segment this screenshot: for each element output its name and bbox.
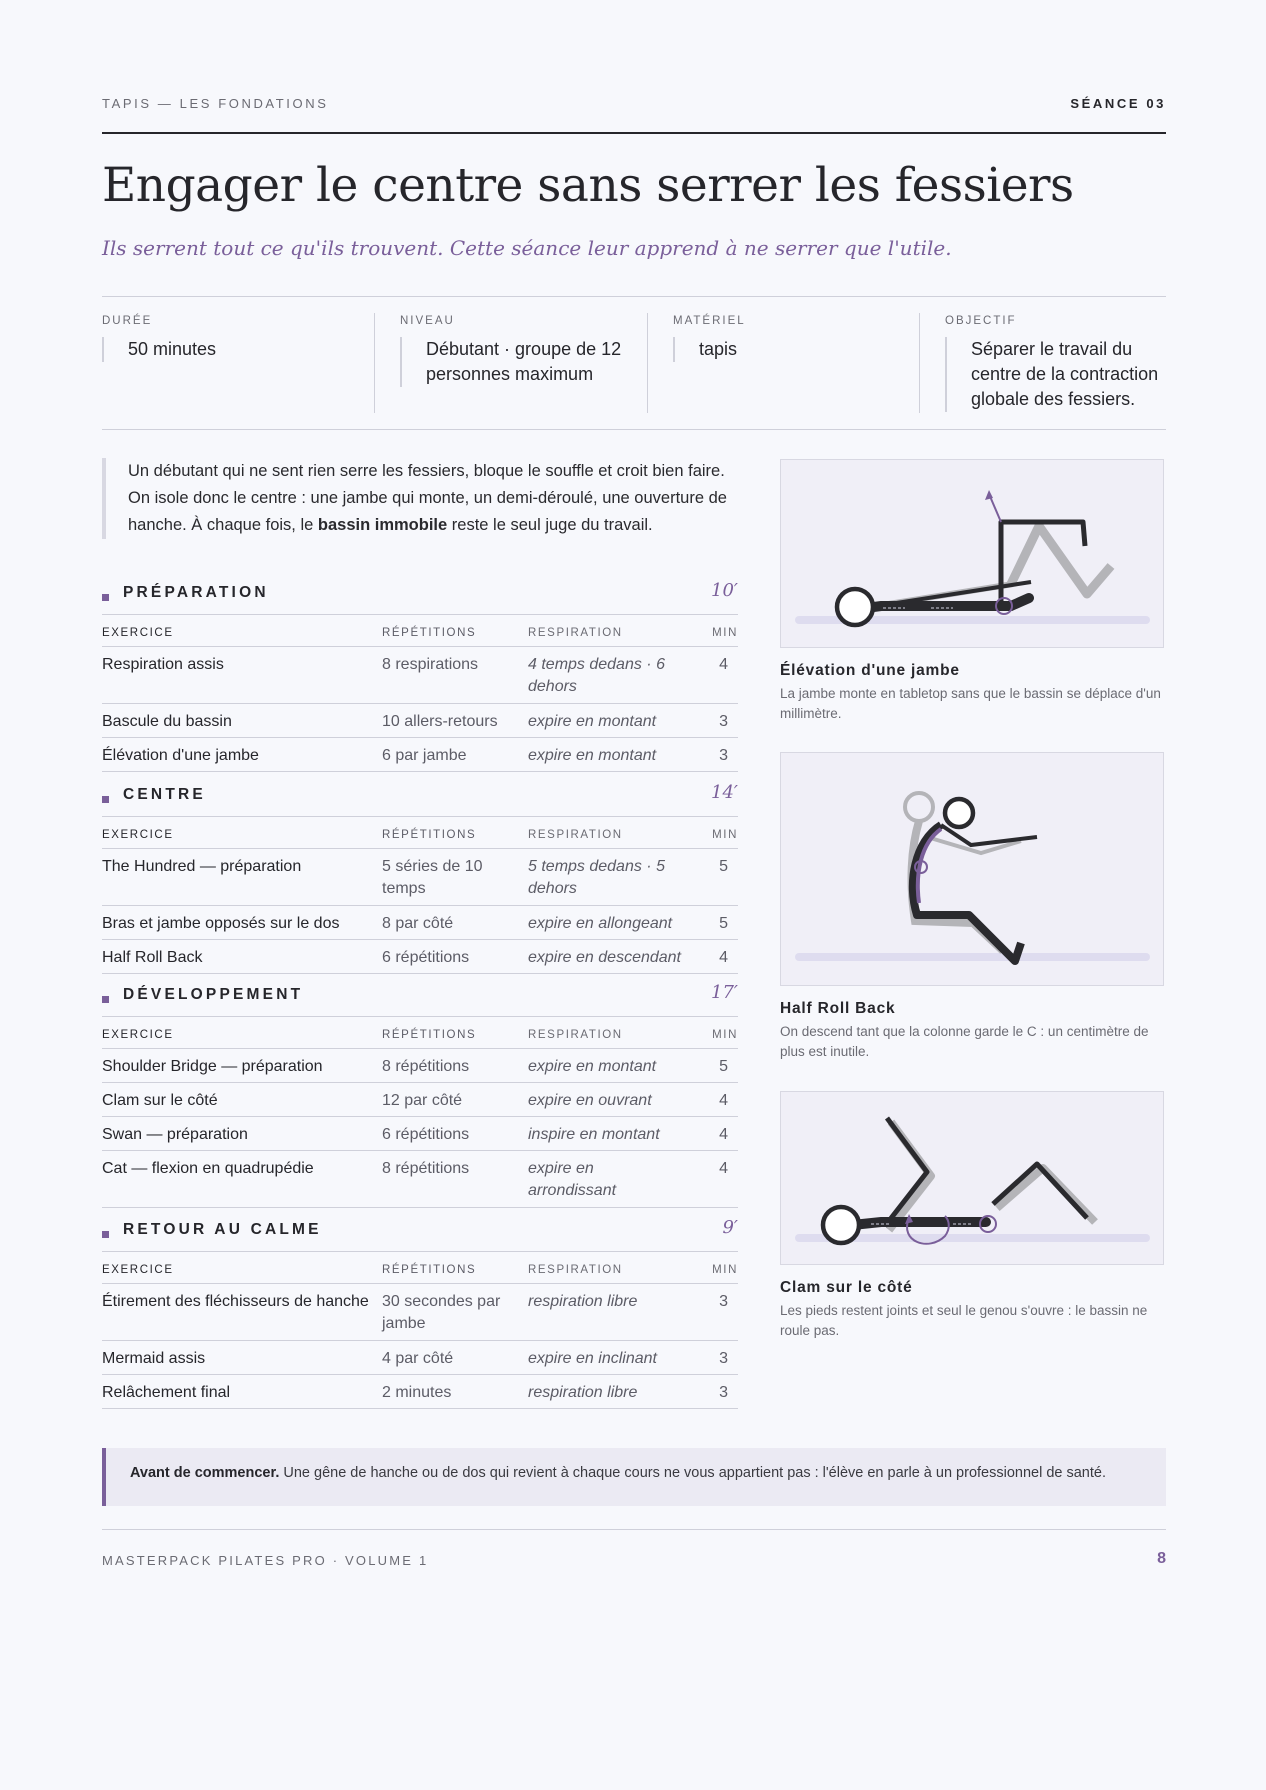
meta-label: DURÉE bbox=[102, 315, 153, 327]
table-row bbox=[102, 1151, 738, 1208]
col-exercise: EXERCICE bbox=[102, 829, 174, 841]
section-bullet bbox=[102, 1231, 109, 1238]
section-retour-au-calme bbox=[102, 1217, 738, 1409]
row-exercise: Relâchement final bbox=[102, 1384, 231, 1401]
table-row bbox=[102, 738, 738, 772]
row-min: 4 bbox=[719, 1126, 728, 1143]
row-breath: expire en ouvrant bbox=[528, 1092, 652, 1109]
intro-text: Un débutant qui ne sent rien serre les fessiers, bloque le souffle et croit bien faire. On isole donc le centre : une jambe qui monte, un demi-déroulé, une ouverture de hanche. À chaque fois, le bbox=[128, 462, 727, 534]
row-breath: 4 temps dedans · 6 dehors bbox=[528, 656, 665, 695]
row-reps: 8 par côté bbox=[382, 915, 454, 932]
clam-illustration bbox=[781, 1092, 1162, 1263]
section-minutes: 10′ bbox=[711, 580, 738, 601]
row-min: 4 bbox=[719, 1160, 728, 1177]
row-breath: inspire en montant bbox=[528, 1126, 660, 1143]
row-reps: 5 séries de 10 temps bbox=[382, 858, 483, 897]
col-reps: RÉPÉTITIONS bbox=[382, 627, 477, 639]
row-reps: 10 allers-retours bbox=[382, 713, 498, 730]
section-title: CENTRE bbox=[123, 786, 206, 803]
meta-objective bbox=[945, 297, 1166, 429]
table-row bbox=[102, 647, 738, 704]
page-number: 8 bbox=[1157, 1550, 1166, 1567]
col-exercise: EXERCICE bbox=[102, 627, 174, 639]
meta-divider bbox=[919, 313, 920, 413]
warning-note bbox=[102, 1448, 1166, 1506]
row-min: 3 bbox=[719, 747, 728, 764]
intro-paragraph bbox=[102, 458, 734, 539]
col-breath: RESPIRATION bbox=[528, 829, 623, 841]
table-row bbox=[102, 704, 738, 738]
meta-equipment bbox=[673, 297, 893, 429]
figure-illustration bbox=[780, 752, 1164, 986]
col-min: MIN bbox=[712, 627, 738, 639]
row-min: 3 bbox=[719, 1293, 728, 1310]
row-breath: expire en montant bbox=[528, 713, 657, 730]
table-header bbox=[102, 1017, 738, 1049]
table-row bbox=[102, 906, 738, 940]
row-breath: expire en allongeant bbox=[528, 915, 673, 932]
row-reps: 12 par côté bbox=[382, 1092, 463, 1109]
figure-leg-lift bbox=[780, 459, 1164, 724]
row-reps: 6 répétitions bbox=[382, 1126, 470, 1143]
meta-level bbox=[400, 297, 640, 429]
row-min: 5 bbox=[719, 858, 728, 875]
row-exercise: Half Roll Back bbox=[102, 949, 203, 966]
page-footer bbox=[102, 1529, 1166, 1568]
meta-divider bbox=[374, 313, 375, 413]
col-min: MIN bbox=[712, 829, 738, 841]
row-min: 5 bbox=[719, 915, 728, 932]
table-row bbox=[102, 849, 738, 906]
section-minutes: 14′ bbox=[711, 782, 738, 803]
col-reps: RÉPÉTITIONS bbox=[382, 829, 477, 841]
row-breath: expire en arrondissant bbox=[528, 1160, 617, 1199]
row-exercise: Cat — flexion en quadrupédie bbox=[102, 1160, 314, 1177]
section-header bbox=[102, 580, 738, 615]
row-exercise: Swan — préparation bbox=[102, 1126, 248, 1143]
row-min: 3 bbox=[719, 1350, 728, 1367]
meta-value: Séparer le travail du centre de la contraction globale des fessiers. bbox=[945, 337, 1166, 412]
col-breath: RESPIRATION bbox=[528, 1264, 623, 1276]
meta-label: OBJECTIF bbox=[945, 315, 1017, 327]
page-subtitle: Ils serrent tout ce qu'ils trouvent. Cette séance leur apprend à ne serrer que l'utile. bbox=[102, 236, 952, 260]
section-bullet bbox=[102, 796, 109, 803]
figure-title: Clam sur le côté bbox=[780, 1279, 913, 1296]
row-exercise: Étirement des fléchisseurs de hanche bbox=[102, 1293, 369, 1310]
col-reps: RÉPÉTITIONS bbox=[382, 1264, 477, 1276]
header-series: TAPIS — LES FONDATIONS bbox=[102, 96, 329, 111]
intro-emphasis: bassin immobile bbox=[317, 516, 448, 534]
col-exercise: EXERCICE bbox=[102, 1264, 174, 1276]
table-header bbox=[102, 615, 738, 647]
meta-divider bbox=[647, 313, 648, 413]
col-breath: RESPIRATION bbox=[528, 627, 623, 639]
col-breath: RESPIRATION bbox=[528, 1029, 623, 1041]
row-min: 3 bbox=[719, 1384, 728, 1401]
table-row bbox=[102, 1117, 738, 1151]
row-reps: 6 répétitions bbox=[382, 949, 470, 966]
figure-caption: Les pieds restent joints et seul le genou s'ouvre : le bassin ne roule pas. bbox=[780, 1303, 1148, 1338]
figure-caption: La jambe monte en tabletop sans que le bassin se déplace d'un millimètre. bbox=[780, 686, 1161, 721]
row-reps: 30 secondes par jambe bbox=[382, 1293, 501, 1332]
section-minutes: 9′ bbox=[722, 1217, 738, 1238]
row-exercise: Shoulder Bridge — préparation bbox=[102, 1058, 323, 1075]
meta-label: NIVEAU bbox=[400, 315, 455, 327]
page-title: Engager le centre sans serrer les fessiers bbox=[102, 158, 1074, 213]
col-min: MIN bbox=[712, 1029, 738, 1041]
table-row bbox=[102, 1284, 738, 1341]
row-exercise: Respiration assis bbox=[102, 656, 224, 673]
table-row bbox=[102, 940, 738, 974]
footer-series: MASTERPACK PILATES PRO · VOLUME 1 bbox=[102, 1553, 429, 1568]
meta-duration bbox=[102, 297, 362, 429]
figure-illustration bbox=[780, 459, 1164, 648]
header-session: SÉANCE 03 bbox=[1070, 96, 1166, 111]
note-lead: Avant de commencer. bbox=[130, 1465, 280, 1481]
meta-value: tapis bbox=[673, 337, 879, 362]
table-row bbox=[102, 1341, 738, 1375]
section-bullet bbox=[102, 996, 109, 1003]
section-developpement bbox=[102, 982, 738, 1208]
row-breath: expire en inclinant bbox=[528, 1350, 657, 1367]
row-breath: respiration libre bbox=[528, 1293, 638, 1310]
row-reps: 8 respirations bbox=[382, 656, 479, 673]
intro-text-end: reste le seul juge du travail. bbox=[447, 516, 653, 534]
session-meta bbox=[102, 296, 1166, 430]
row-min: 5 bbox=[719, 1058, 728, 1075]
table-row bbox=[102, 1083, 738, 1117]
table-header bbox=[102, 1252, 738, 1284]
meta-value: 50 minutes bbox=[102, 337, 328, 362]
section-header bbox=[102, 1217, 738, 1252]
row-min: 4 bbox=[719, 1092, 728, 1109]
row-exercise: The Hundred — préparation bbox=[102, 858, 302, 875]
section-preparation bbox=[102, 580, 738, 772]
section-bullet bbox=[102, 594, 109, 601]
row-breath: 5 temps dedans · 5 dehors bbox=[528, 858, 665, 897]
row-reps: 8 répétitions bbox=[382, 1058, 470, 1075]
row-min: 4 bbox=[719, 656, 728, 673]
row-breath: expire en montant bbox=[528, 747, 657, 764]
row-exercise: Bascule du bassin bbox=[102, 713, 232, 730]
section-title: PRÉPARATION bbox=[123, 584, 269, 601]
section-title: RETOUR AU CALME bbox=[123, 1221, 322, 1238]
row-reps: 6 par jambe bbox=[382, 747, 467, 764]
figure-caption: On descend tant que la colonne garde le C : un centimètre de plus est inutile. bbox=[780, 1024, 1149, 1059]
table-row bbox=[102, 1375, 738, 1409]
row-reps: 2 minutes bbox=[382, 1384, 452, 1401]
running-header bbox=[102, 96, 1166, 134]
section-header bbox=[102, 982, 738, 1017]
leg-lift-illustration bbox=[781, 460, 1162, 646]
section-centre bbox=[102, 782, 738, 974]
row-min: 4 bbox=[719, 949, 728, 966]
row-exercise: Mermaid assis bbox=[102, 1350, 206, 1367]
row-breath: expire en descendant bbox=[528, 949, 681, 966]
figure-illustration bbox=[780, 1091, 1164, 1265]
row-exercise: Clam sur le côté bbox=[102, 1092, 218, 1109]
figure-title: Élévation d'une jambe bbox=[780, 662, 960, 679]
col-reps: RÉPÉTITIONS bbox=[382, 1029, 477, 1041]
figure-title: Half Roll Back bbox=[780, 1000, 896, 1017]
note-text: Une gêne de hanche ou de dos qui revient à chaque cours ne vous appartient pas : l'élève en parle à un professionnel de santé. bbox=[279, 1465, 1106, 1481]
row-exercise: Élévation d'une jambe bbox=[102, 747, 259, 764]
half-roll-back-illustration bbox=[781, 753, 1162, 984]
col-exercise: EXERCICE bbox=[102, 1029, 174, 1041]
col-min: MIN bbox=[712, 1264, 738, 1276]
figure-half-roll-back bbox=[780, 752, 1164, 1062]
row-min: 3 bbox=[719, 713, 728, 730]
row-reps: 8 répétitions bbox=[382, 1160, 470, 1177]
section-title: DÉVELOPPEMENT bbox=[123, 986, 304, 1003]
meta-label: MATÉRIEL bbox=[673, 315, 746, 327]
section-header bbox=[102, 782, 738, 817]
row-reps: 4 par côté bbox=[382, 1350, 454, 1367]
figure-clam bbox=[780, 1091, 1164, 1341]
table-row bbox=[102, 1049, 738, 1083]
meta-value: Débutant · groupe de 12 personnes maximum bbox=[400, 337, 631, 387]
section-minutes: 17′ bbox=[711, 982, 738, 1003]
row-exercise: Bras et jambe opposés sur le dos bbox=[102, 915, 340, 932]
row-breath: expire en montant bbox=[528, 1058, 657, 1075]
row-breath: respiration libre bbox=[528, 1384, 638, 1401]
table-header bbox=[102, 817, 738, 849]
